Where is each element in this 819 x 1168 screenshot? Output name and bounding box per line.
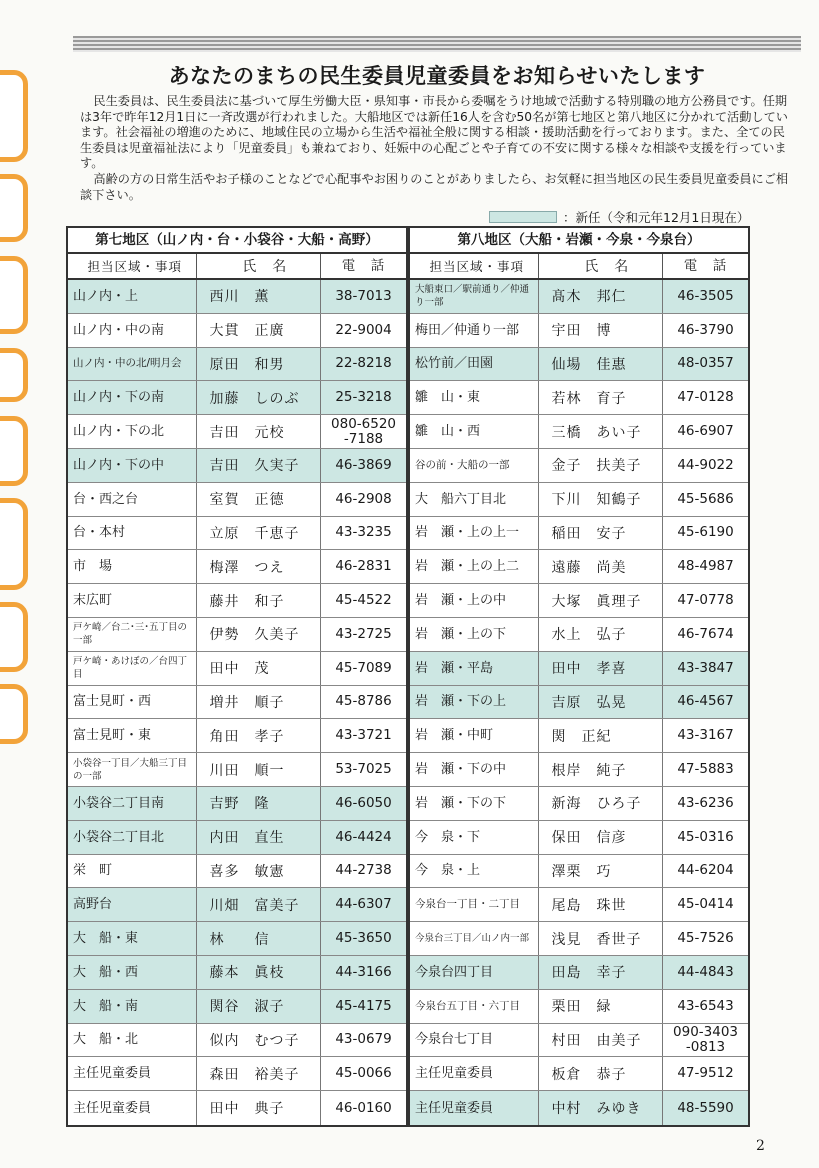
table-row — [68, 855, 406, 889]
cell-name: 関 正紀 — [539, 719, 663, 752]
table-row — [410, 449, 748, 483]
cell-area: 大 船・西 — [68, 956, 197, 989]
cell-tel: 45-0414 — [677, 896, 734, 913]
cell-name: 中村 みゆき — [539, 1091, 663, 1125]
cell-area: 台・西之台 — [68, 483, 197, 516]
district-title: 第七地区（山ノ内・台・小袋谷・大船・高野） — [68, 228, 406, 254]
table-rows — [68, 280, 406, 1125]
cell-area: 市 場 — [68, 550, 197, 583]
cell-tel: 43-3721 — [335, 727, 392, 744]
table-row — [68, 956, 406, 990]
cell-tel: 44-4843 — [677, 963, 734, 980]
district-8-table — [408, 226, 750, 1127]
cell-area: 岩 瀬・下の上 — [410, 686, 539, 719]
table-header — [68, 254, 406, 280]
cell-area: 山ノ内・下の北 — [68, 415, 197, 448]
cell-name: 伊勢 久美子 — [197, 618, 321, 651]
cell-tel: 46-4567 — [677, 693, 734, 710]
cell-tel: 44-6307 — [335, 896, 392, 913]
header-tel: 電 話 — [683, 257, 728, 274]
cell-tel: 48-5590 — [677, 1099, 734, 1116]
cell-tel: 25-3218 — [335, 389, 392, 406]
cell-tel: 46-3790 — [677, 321, 734, 338]
cell-area: 岩 瀬・上の上一 — [410, 517, 539, 550]
cell-tel: 45-7089 — [335, 659, 392, 676]
cell-area: 大船東口／駅前通り／仲通り一部 — [410, 280, 539, 313]
table-row — [410, 821, 748, 855]
cell-tel: 46-2908 — [335, 490, 392, 507]
cell-area: 末広町 — [68, 584, 197, 617]
cell-tel: 47-0128 — [677, 389, 734, 406]
table-row — [68, 1091, 406, 1125]
cell-tel: 53-7025 — [335, 761, 392, 778]
cell-tel: 44-9022 — [677, 456, 734, 473]
cell-tel: 44-2738 — [335, 862, 392, 879]
cell-area: 今泉台七丁目 — [410, 1024, 539, 1057]
header-name: 氏 名 — [197, 254, 321, 278]
cell-area: 山ノ内・下の中 — [68, 449, 197, 482]
table-row — [410, 888, 748, 922]
cell-name: 金子 扶美子 — [539, 449, 663, 482]
cell-name: 三橋 あい子 — [539, 415, 663, 448]
cell-area: 梅田／仲通り一部 — [410, 314, 539, 347]
table-row — [410, 956, 748, 990]
cell-name: 吉田 元校 — [197, 415, 321, 448]
table-row — [410, 652, 748, 686]
table-row — [68, 618, 406, 652]
table-row — [68, 550, 406, 584]
cell-name: 浅見 香世子 — [539, 922, 663, 955]
cell-area: 雛 山・東 — [410, 381, 539, 414]
cell-area: 今 泉・上 — [410, 855, 539, 888]
cell-area: 小袋谷一丁目／大船三丁目の一部 — [68, 753, 197, 786]
cell-area: 主任児童委員 — [68, 1057, 197, 1090]
table-row — [68, 922, 406, 956]
cell-area: 主任児童委員 — [410, 1091, 539, 1125]
cell-area: 今泉台四丁目 — [410, 956, 539, 989]
cell-area: 山ノ内・下の南 — [68, 381, 197, 414]
cell-name: 稲田 安子 — [539, 517, 663, 550]
cell-name: 新海 ひろ子 — [539, 787, 663, 820]
cell-name: 栗田 緑 — [539, 990, 663, 1023]
cell-area: 今泉台五丁目・六丁目 — [410, 990, 539, 1023]
cell-area: 谷の前・大船の一部 — [410, 449, 539, 482]
cell-area: 大 船・南 — [68, 990, 197, 1023]
cell-tel: 46-7674 — [677, 625, 734, 642]
cell-area: 台・本村 — [68, 517, 197, 550]
cell-tel: 46-3869 — [335, 456, 392, 473]
table-row — [410, 550, 748, 584]
page-number: 2 — [756, 1138, 765, 1154]
table-rows — [410, 280, 748, 1125]
header-name: 氏 名 — [539, 254, 663, 278]
cell-tel: 48-4987 — [677, 558, 734, 575]
cell-name: 川畑 富美子 — [197, 888, 321, 921]
cell-area: 岩 瀬・下の中 — [410, 753, 539, 786]
cell-tel: 47-9512 — [677, 1065, 734, 1082]
cell-area: 岩 瀬・上の下 — [410, 618, 539, 651]
cell-tel: 45-4522 — [335, 592, 392, 609]
cell-name: 澤栗 巧 — [539, 855, 663, 888]
table-row — [410, 618, 748, 652]
cell-tel: 46-0160 — [335, 1099, 392, 1116]
table-row — [68, 1024, 406, 1058]
cell-name: 田島 幸子 — [539, 956, 663, 989]
intro-paragraph: 民生委員は、民生委員法に基づいて厚生労働大臣・県知事・市長から委嘱をうけ地域で活動する特別職の地方公務員です。任期は3年で昨年12月1日に一斉改選が行われました。大船地区では新任16人を含む50名が第七地区と第八地区に分かれて活動しています。社会福祉の増進のために、地域住民の立場から生活や福祉全般に関する相談・援助活動を行っております。また、全ての民生委員は児童福祉法により「児童委員」も兼ねており、妊娠中の心配ごとや子育ての不安に関する様々な相談や支援を行っています。 — [80, 94, 788, 171]
legend-swatch — [489, 211, 557, 223]
cell-area: 山ノ内・中の南 — [68, 314, 197, 347]
cell-tel: 46-3505 — [677, 287, 734, 304]
cell-name: 根岸 純子 — [539, 753, 663, 786]
cell-name: 吉田 久実子 — [197, 449, 321, 482]
cell-name: 下川 知鶴子 — [539, 483, 663, 516]
table-row — [68, 483, 406, 517]
cell-name: 吉野 隆 — [197, 787, 321, 820]
header-area: 担当区域・事項 — [68, 254, 197, 278]
cell-tel: 44-3166 — [335, 963, 392, 980]
cell-name: 若林 育子 — [539, 381, 663, 414]
cell-tel: 43-3847 — [677, 659, 734, 676]
cell-tel: 48-0357 — [677, 355, 734, 372]
cell-area: 大 船・北 — [68, 1024, 197, 1057]
cell-name: 板倉 恭子 — [539, 1057, 663, 1090]
cell-area: 小袋谷二丁目南 — [68, 787, 197, 820]
cell-tel: 45-6190 — [677, 524, 734, 541]
header-tel: 電 話 — [341, 257, 386, 274]
cell-tel: 45-3650 — [335, 930, 392, 947]
cell-tel: 43-6236 — [677, 794, 734, 811]
table-row — [410, 990, 748, 1024]
cell-tel: 47-5883 — [677, 761, 734, 778]
cell-tel: 43-3167 — [677, 727, 734, 744]
district-7-table — [66, 226, 408, 1127]
cell-area: 戸ケ崎／台二･三･五丁目の一部 — [68, 618, 197, 651]
table-row — [410, 922, 748, 956]
cell-area: 今 泉・下 — [410, 821, 539, 854]
cell-tel: 45-8786 — [335, 693, 392, 710]
table-row — [410, 1024, 748, 1058]
cell-area: 松竹前／田園 — [410, 348, 539, 381]
table-row — [68, 1057, 406, 1091]
table-row — [68, 517, 406, 551]
table-row — [68, 821, 406, 855]
cell-name: 吉原 弘晃 — [539, 686, 663, 719]
cell-name: 角田 孝子 — [197, 719, 321, 752]
table-row — [410, 719, 748, 753]
cell-area: 山ノ内・上 — [68, 280, 197, 313]
table-row — [410, 348, 748, 382]
cell-name: 室賀 正德 — [197, 483, 321, 516]
cell-name: 関谷 淑子 — [197, 990, 321, 1023]
cell-tel: 080-6520 -7188 — [331, 415, 397, 447]
table-row — [68, 753, 406, 787]
table-row — [68, 381, 406, 415]
cell-tel: 43-3235 — [335, 524, 392, 541]
cell-name: 西川 薫 — [197, 280, 321, 313]
cell-name: 似内 むつ子 — [197, 1024, 321, 1057]
cell-area: 今泉台一丁目・二丁目 — [410, 888, 539, 921]
cell-name: 増井 順子 — [197, 686, 321, 719]
cell-tel: 43-6543 — [677, 997, 734, 1014]
cell-name: 内田 直生 — [197, 821, 321, 854]
table-row — [410, 415, 748, 449]
intro-paragraph: 高齢の方の日常生活やお子様のことなどで心配事やお困りのことがありましたら、お気軽に担当地区の民生委員児童委員にご相談下さい。 — [80, 171, 789, 202]
table-row — [68, 652, 406, 686]
table-row — [410, 381, 748, 415]
cell-tel: 46-4424 — [335, 828, 392, 845]
table-row — [410, 280, 748, 314]
cell-tel: 44-6204 — [677, 862, 734, 879]
cell-tel: 45-5686 — [677, 490, 734, 507]
table-row — [410, 1091, 748, 1125]
table-row — [410, 787, 748, 821]
cell-tel: 43-0679 — [335, 1031, 392, 1048]
cell-name: 喜多 敏憲 — [197, 855, 321, 888]
cell-name: 保田 信彦 — [539, 821, 663, 854]
legend — [489, 208, 809, 226]
cell-tel: 38-7013 — [335, 287, 392, 304]
cell-area: 岩 瀬・平島 — [410, 652, 539, 685]
cell-area: 大 船・東 — [68, 922, 197, 955]
intro-text — [80, 94, 796, 203]
table-row — [68, 348, 406, 382]
table-row — [68, 314, 406, 348]
cell-area: 主任児童委員 — [410, 1057, 539, 1090]
top-rule — [73, 36, 801, 52]
cell-area: 高野台 — [68, 888, 197, 921]
cell-tel: 47-0778 — [677, 592, 734, 609]
cell-name: 宇田 博 — [539, 314, 663, 347]
cell-tel: 43-2725 — [335, 625, 392, 642]
cell-area: 栄 町 — [68, 855, 197, 888]
table-row — [68, 787, 406, 821]
legend-label: ：新任（令和元年12月1日現在） — [563, 210, 750, 225]
cell-name: 田中 典子 — [197, 1091, 321, 1125]
table-row — [410, 855, 748, 889]
table-row — [68, 280, 406, 314]
cell-tel: 22-8218 — [335, 355, 392, 372]
cell-area: 雛 山・西 — [410, 415, 539, 448]
table-header — [410, 254, 748, 280]
cell-tel: 46-2831 — [335, 558, 392, 575]
cell-name: 立原 千恵子 — [197, 517, 321, 550]
cell-name: 村田 由美子 — [539, 1024, 663, 1057]
cell-area: 富士見町・東 — [68, 719, 197, 752]
cell-name: 田中 孝喜 — [539, 652, 663, 685]
cell-name: 田中 茂 — [197, 652, 321, 685]
cell-area: 岩 瀬・中町 — [410, 719, 539, 752]
cell-area: 富士見町・西 — [68, 686, 197, 719]
cell-name: 藤井 和子 — [197, 584, 321, 617]
cell-area: 小袋谷二丁目北 — [68, 821, 197, 854]
cell-name: 梅澤 つえ — [197, 550, 321, 583]
cell-name: 林 信 — [197, 922, 321, 955]
table-row — [410, 584, 748, 618]
cell-tel: 090-3403 -0813 — [673, 1023, 739, 1055]
cell-tel: 46-6907 — [677, 423, 734, 440]
cell-area: 大 船六丁目北 — [410, 483, 539, 516]
cell-area: 山ノ内・中の北/明月会 — [68, 348, 197, 381]
table-row — [68, 888, 406, 922]
page-title: あなたのまちの民生委員児童委員をお知らせいたします — [168, 64, 706, 88]
cell-name: 尾島 珠世 — [539, 888, 663, 921]
side-decorative-strip — [0, 60, 44, 1120]
cell-tel: 45-4175 — [335, 997, 392, 1014]
cell-name: 仙場 佳惠 — [539, 348, 663, 381]
cell-name: 大貫 正廣 — [197, 314, 321, 347]
cell-tel: 45-7526 — [677, 930, 734, 947]
table-row — [68, 686, 406, 720]
cell-name: 髙木 邦仁 — [539, 280, 663, 313]
cell-name: 森田 裕美子 — [197, 1057, 321, 1090]
header-area: 担当区域・事項 — [410, 254, 539, 278]
table-row — [410, 314, 748, 348]
table-row — [410, 483, 748, 517]
cell-area: 主任児童委員 — [68, 1091, 197, 1125]
table-row — [410, 753, 748, 787]
cell-tel: 45-0316 — [677, 828, 734, 845]
table-row — [410, 517, 748, 551]
cell-tel: 45-0066 — [335, 1065, 392, 1082]
cell-area: 今泉台三丁目／山ノ内一部 — [410, 922, 539, 955]
cell-name: 大塚 眞理子 — [539, 584, 663, 617]
table-row — [410, 1057, 748, 1091]
cell-area: 岩 瀬・上の上二 — [410, 550, 539, 583]
cell-name: 水上 弘子 — [539, 618, 663, 651]
cell-name: 藤本 眞枝 — [197, 956, 321, 989]
cell-area: 岩 瀬・上の中 — [410, 584, 539, 617]
cell-name: 原田 和男 — [197, 348, 321, 381]
cell-area: 戸ケ崎・あけぼの／台四丁目 — [68, 652, 197, 685]
district-title: 第八地区（大船・岩瀬・今泉・今泉台） — [410, 228, 748, 254]
table-row — [410, 686, 748, 720]
table-row — [68, 584, 406, 618]
cell-tel: 46-6050 — [335, 794, 392, 811]
cell-name: 遠藤 尚美 — [539, 550, 663, 583]
table-row — [68, 719, 406, 753]
cell-tel: 22-9004 — [335, 321, 392, 338]
cell-name: 川田 順一 — [197, 753, 321, 786]
cell-name: 加藤 しのぶ — [197, 381, 321, 414]
table-row — [68, 990, 406, 1024]
table-row — [68, 449, 406, 483]
cell-area: 岩 瀬・下の下 — [410, 787, 539, 820]
table-row — [68, 415, 406, 449]
